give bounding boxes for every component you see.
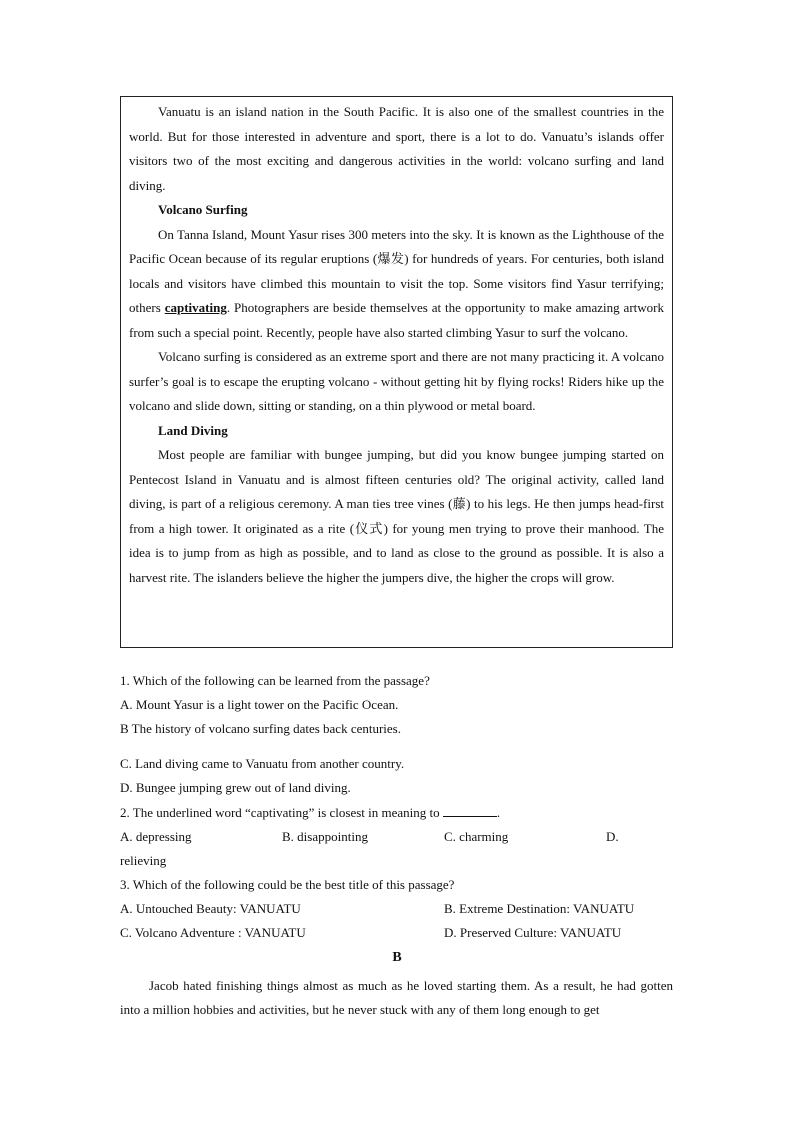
heading-volcano-surfing: Volcano Surfing: [158, 202, 248, 217]
section-b-paragraph: Jacob hated finishing things almost as much as he loved starting them. As a result, he had gotten into a million hobbies and activities, but he never stuck with any of them long enough to get: [120, 978, 673, 1017]
passage-paragraph-yasur: [129, 223, 664, 346]
question-1-option-c: C. Land diving came to Vanuatu from another country.: [120, 756, 405, 771]
answer-blank: [443, 805, 497, 817]
question-1-option-d: D. Bungee jumping grew out of land diving.: [120, 780, 351, 795]
question-1-option-a: A. Mount Yasur is a light tower on the Pacific Ocean.: [120, 697, 399, 712]
question-3-option-a: A. Untouched Beauty: VANUATU: [120, 901, 301, 916]
question-3-option-b: B. Extreme Destination: VANUATU: [444, 901, 635, 916]
question-2-options: [120, 829, 680, 849]
question-2-stem-end: .: [496, 805, 501, 820]
question-3-options-row-1: [120, 901, 680, 921]
passage-paragraph-intro: Vanuatu is an island nation in the South Pacific. It is also one of the smallest countries in the world. But for those interested in adventure and sport, there is a lot to do. Vanuatu’s islands offer visitors two of the most exciting and dangerous activities in the world: volcano surfing and land diving.: [129, 104, 664, 193]
reading-passage-box: [120, 96, 673, 648]
question-2-stem-text: 2. The underlined word “captivating” is closest in meaning to: [120, 805, 440, 820]
question-2-option-d-label: D.: [606, 829, 619, 844]
heading-land-diving: Land Diving: [158, 422, 228, 438]
question-3-option-d: D. Preserved Culture: VANUATU: [444, 925, 622, 940]
question-1-stem: 1. Which of the following can be learned from the passage?: [120, 673, 430, 688]
question-3-stem: 3. Which of the following could be the best title of this passage?: [120, 877, 455, 892]
question-3-option-c: C. Volcano Adventure : VANUATU: [120, 925, 306, 940]
passage-paragraph-land-diving: Most people are familiar with bungee jumping, but did you know bungee jumping started on Pentecost Island in Vanuatu and is almost fifteen centuries old? The original activity, called land diving, is part of a religious ceremony. A man ties tree vines (藤) to his legs. He then jumps head-first from a high tower. It originated as a rite (仪式) for young men trying to prove their manhood. The idea is to jump from as high as possible, and to land as close to the ground as possible. It is also a harvest rite. The islanders believe the higher the jumpers dive, the higher the crops will grow.: [129, 447, 664, 585]
question-2-option-a: A. depressing: [120, 829, 192, 844]
question-2-option-d-text: relieving: [120, 853, 167, 868]
underlined-word-captivating: captivating: [164, 300, 227, 315]
question-1-option-b: B The history of volcano surfing dates back centuries.: [120, 721, 401, 736]
passage-paragraph-volcano-surfing: Volcano surfing is considered as an extreme sport and there are not many practicing it. A volcano surfer’s goal is to escape the erupting volcano - without getting hit by flying rocks! Riders hike up the volcano and slide down, sitting or standing, on a thin plywood or metal board.: [129, 349, 664, 413]
question-2-stem: [120, 805, 680, 821]
section-b-heading: B: [392, 950, 402, 965]
question-2-option-c: C. charming: [444, 829, 509, 844]
question-3-options-row-2: [120, 925, 680, 945]
yasur-text-after: . Photographers are beside themselves at the opportunity to make amazing artwork from such a special point. Recently, people have also started climbing Yasur to surf the volcano.: [129, 300, 664, 340]
question-2-option-b: B. disappointing: [282, 829, 368, 844]
yasur-text-before: On Tanna Island, Mount Yasur rises 300 meters into the sky. It is known as the Lighthouse of the Pacific Ocean because of its regular eruptions (爆发) for hundreds of years. For centuries, both island locals and visitors have climbed this mountain to visit the top. Some visitors find Yasur terrifying; others: [129, 226, 664, 315]
